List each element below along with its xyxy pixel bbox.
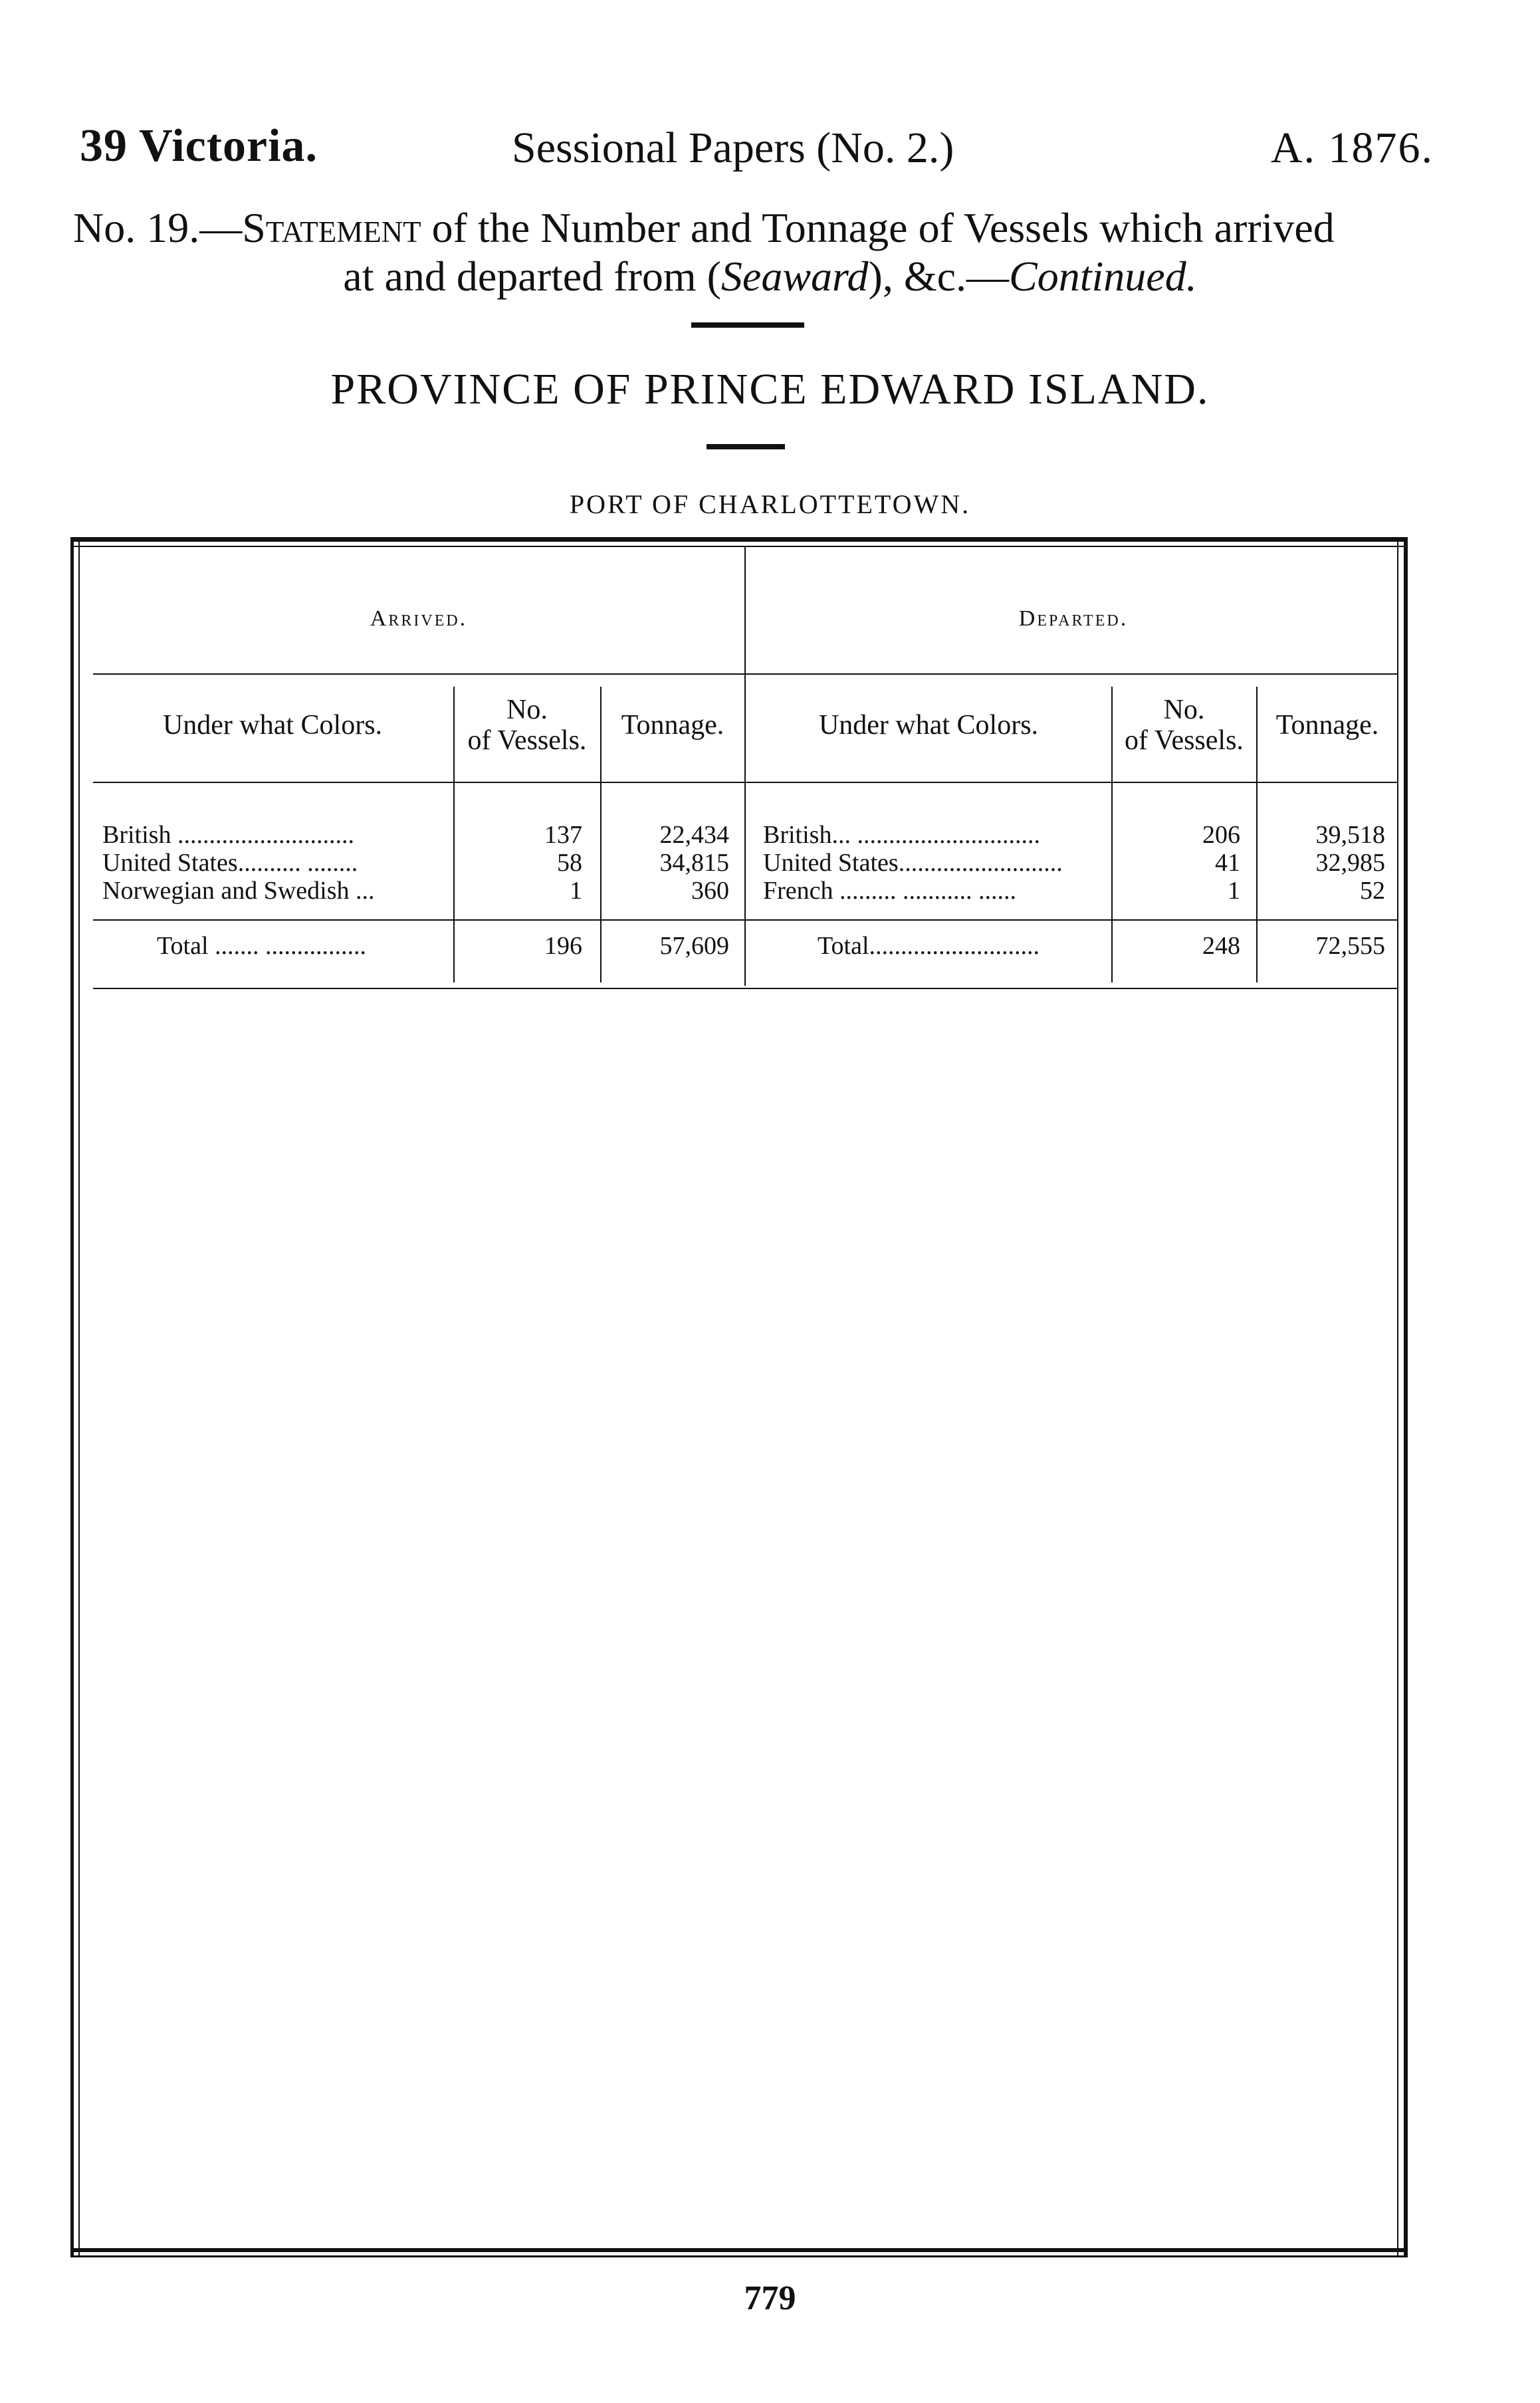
dep-row-2-tonnage: 32,985 — [1315, 849, 1385, 877]
arr-total-vessels: 196 — [544, 932, 582, 960]
arr-row-1-vessels: 137 — [544, 821, 582, 849]
frame-right-inner — [1397, 537, 1398, 2255]
title-rule — [691, 322, 804, 328]
running-head-year: A. 1876. — [1270, 124, 1434, 172]
title-continued: Continued. — [1009, 253, 1197, 300]
dep-col-vessels — [1113, 695, 1256, 756]
dep-row-3-tonnage: 52 — [1360, 877, 1385, 905]
frame-top-inner — [70, 546, 1408, 547]
dep-row-1-tonnage: 39,518 — [1315, 821, 1385, 849]
table-rule-columns — [93, 782, 1397, 783]
running-head-session: 39 Victoria. — [80, 120, 318, 172]
table-rule-total — [93, 919, 1397, 921]
title-line2-mid: ), &c.— — [868, 253, 1010, 300]
arr-row-2-tonnage: 34,815 — [659, 849, 729, 877]
statement-title-rest: of the Number and Tonnage of Vessels which arrived — [421, 204, 1335, 251]
arr-row-1-tonnage: 22,434 — [659, 821, 729, 849]
table-rule-header — [93, 673, 1397, 675]
province-rule — [707, 444, 785, 449]
arr-row-1-colors: British ............................ — [102, 821, 354, 849]
departed-header: Departed. — [1018, 606, 1129, 631]
statement-number: No. 19.— — [73, 204, 243, 251]
arrived-header: Arrived. — [370, 606, 468, 631]
statement-word: Statement — [242, 204, 421, 251]
frame-left-inner — [78, 537, 80, 2255]
arr-col-vessels — [455, 695, 600, 756]
dep-col-colors: Under what Colors. — [818, 710, 1039, 741]
dep-col-vessels-line1: No. — [1163, 695, 1205, 725]
port-heading: PORT OF CHARLOTTETOWN. — [569, 489, 971, 519]
arr-col-tonnage: Tonnage. — [621, 710, 724, 741]
arr-row-3-tonnage: 360 — [691, 877, 729, 905]
dep-row-1-vessels: 206 — [1202, 821, 1240, 849]
arr-row-2-colors: United States.......... ........ — [102, 849, 358, 877]
frame-top — [70, 537, 1408, 542]
table-rule-bottom — [93, 988, 1397, 989]
frame-left — [70, 537, 74, 2255]
dep-row-3-vessels: 1 — [1228, 877, 1240, 905]
arr-total-label: Total ....... ................ — [157, 932, 367, 960]
title-seaward: Seaward — [720, 253, 869, 300]
page-number: 779 — [744, 2279, 796, 2317]
arr-row-2-vessels: 58 — [557, 849, 582, 877]
running-head-title: Sessional Papers (No. 2.) — [512, 124, 954, 172]
arr-col-colors: Under what Colors. — [162, 710, 383, 741]
statement-title-line2 — [0, 251, 1540, 302]
dep-col-tonnage: Tonnage. — [1275, 710, 1379, 741]
dep-total-vessels: 248 — [1202, 932, 1240, 960]
dep-row-1-colors: British... ............................. — [763, 821, 1040, 849]
frame-bottom — [70, 2248, 1408, 2252]
arr-col-vessels-line2: of Vessels. — [467, 725, 587, 756]
dep-row-2-colors: United States.......................... — [763, 849, 1063, 877]
arr-total-tonnage: 57,609 — [659, 932, 729, 960]
arr-row-3-colors: Norwegian and Swedish ... — [102, 877, 375, 905]
statement-title-line1 — [73, 203, 1456, 253]
title-line2-start: at and departed from ( — [343, 253, 721, 300]
dep-total-label: Total........................... — [818, 932, 1040, 960]
dep-row-2-vessels: 41 — [1215, 849, 1240, 877]
dep-total-tonnage: 72,555 — [1315, 932, 1385, 960]
arr-col-vessels-line1: No. — [506, 695, 548, 725]
arr-row-3-vessels: 1 — [570, 877, 582, 905]
dep-row-3-colors: French ......... ........... ...... — [763, 877, 1017, 905]
frame-bottom-inner — [70, 2255, 1408, 2257]
dep-col-vessels-line2: of Vessels. — [1125, 725, 1244, 756]
province-heading: PROVINCE OF PRINCE EDWARD ISLAND. — [330, 365, 1210, 413]
frame-right — [1404, 537, 1408, 2255]
